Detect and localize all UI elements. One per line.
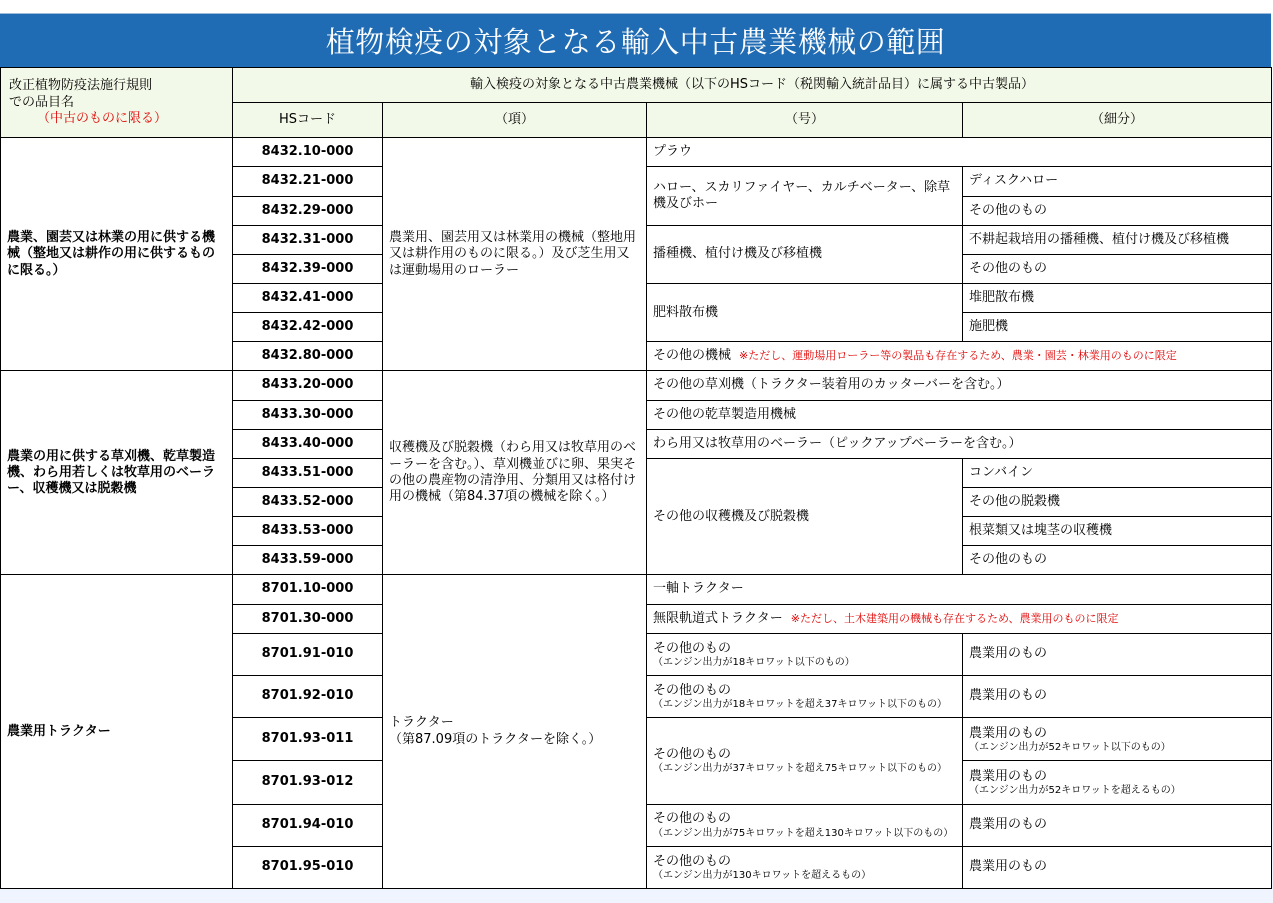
heading-cell xyxy=(383,575,647,889)
page-title: 植物検疫の対象となる輸入中古農業機械の範囲 xyxy=(325,25,946,59)
gou-cell xyxy=(647,604,1272,633)
header-kou: （項） xyxy=(383,103,647,138)
saibun-cell xyxy=(963,761,1272,804)
saibun-subtext: （エンジン出力が52キロワットを超えるもの） xyxy=(969,785,1181,797)
hs-code: 8701.30-000 xyxy=(233,604,383,633)
hs-code: 8701.10-000 xyxy=(233,575,383,604)
hs-code: 8432.80-000 xyxy=(233,342,383,371)
title-banner xyxy=(0,13,1271,67)
gou-subtext: （エンジン出力が75キロワットを超え130キロワット以下のもの） xyxy=(653,827,954,839)
category-cell: 農業、園芸又は林業の用に供する機械（整地又は耕作の用に供するものに限る。） xyxy=(1,138,233,371)
saibun-cell: 農業用のもの xyxy=(963,846,1272,888)
heading-line2: （第87.09項のトラクターを除く。） xyxy=(389,731,602,747)
table-row xyxy=(1,575,1272,604)
gou-cell: わら用又は牧草用のベーラー（ピックアップベーラーを含む。） xyxy=(647,429,1272,458)
gou-cell: 一軸トラクター xyxy=(647,575,1272,604)
hs-code: 8701.95-010 xyxy=(233,846,383,888)
gou-cell: その他の草刈機（トラクター装着用のカッターバーを含む。） xyxy=(647,371,1272,400)
gou-cell xyxy=(647,342,1272,371)
gou-text: その他のもの xyxy=(653,747,732,763)
header-item-name-line1: 改正植物防疫法施行規則 xyxy=(9,78,153,94)
page-footer-bg xyxy=(0,889,1273,903)
saibun-cell: 根菜類又は塊茎の収穫機 xyxy=(963,517,1272,546)
gou-cell: ハロー、スカリファイヤー、カルチベーター、除草機及びホー xyxy=(647,167,963,225)
hs-code: 8432.21-000 xyxy=(233,167,383,196)
hs-code: 8433.53-000 xyxy=(233,517,383,546)
table-row xyxy=(1,138,1272,167)
gou-text: その他のもの xyxy=(653,640,732,656)
gou-text: その他のもの xyxy=(653,853,732,869)
hs-code: 8432.42-000 xyxy=(233,313,383,342)
hs-code: 8701.92-010 xyxy=(233,675,383,717)
saibun-cell: その他のもの xyxy=(963,254,1272,283)
machinery-table xyxy=(0,67,1272,889)
saibun-cell: 農業用のもの xyxy=(963,633,1272,675)
hs-code: 8433.30-000 xyxy=(233,400,383,429)
table-row xyxy=(1,371,1272,400)
saibun-cell xyxy=(963,718,1272,761)
header-hs-code: HSコード xyxy=(233,103,383,138)
heading-cell: 農業用、園芸用又は林業用の機械（整地用又は耕作用のものに限る。）及び芝生用又は運動場用のローラー xyxy=(383,138,647,371)
hs-code: 8701.91-010 xyxy=(233,633,383,675)
saibun-cell: 農業用のもの xyxy=(963,804,1272,846)
gou-note: ※ただし、運動場用ローラー等の製品も存在するため、農業・園芸・林業用のものに限定 xyxy=(739,349,1177,363)
gou-cell: その他の収穫機及び脱穀機 xyxy=(647,458,963,575)
gou-subtext: （エンジン出力が18キロワット以下のもの） xyxy=(653,656,855,668)
gou-text: その他のもの xyxy=(653,811,732,827)
gou-text: その他のもの xyxy=(653,682,732,698)
hs-code: 8432.31-000 xyxy=(233,225,383,254)
hs-code: 8701.94-010 xyxy=(233,804,383,846)
saibun-text: 農業用のもの xyxy=(969,768,1048,784)
hs-code: 8432.41-000 xyxy=(233,284,383,313)
header-item-name xyxy=(1,68,233,138)
gou-cell xyxy=(647,718,963,804)
gou-subtext: （エンジン出力が130キロワットを超えるもの） xyxy=(653,869,872,881)
header-item-name-line2: での品目名 xyxy=(9,94,75,110)
saibun-cell: ディスクハロー xyxy=(963,167,1272,196)
saibun-cell: 農業用のもの xyxy=(963,675,1272,717)
hs-code: 8701.93-012 xyxy=(233,761,383,804)
gou-cell xyxy=(647,633,963,675)
category-cell: 農業の用に供する草刈機、乾草製造機、わら用若しくは牧草用のベーラー、収穫機又は脱穀機 xyxy=(1,371,233,575)
hs-code: 8432.39-000 xyxy=(233,254,383,283)
saibun-subtext: （エンジン出力が52キロワット以下のもの） xyxy=(969,741,1171,753)
gou-subtext: （エンジン出力が18キロワットを超え37キロワット以下のもの） xyxy=(653,699,947,711)
hs-code: 8433.20-000 xyxy=(233,371,383,400)
gou-note: ※ただし、土木建築用の機械も存在するため、農業用のものに限定 xyxy=(790,611,1119,625)
gou-cell: 播種機、植付け機及び移植機 xyxy=(647,225,963,283)
gou-text: 無限軌道式トラクター xyxy=(653,610,783,626)
gou-cell: その他の乾草製造用機械 xyxy=(647,400,1272,429)
gou-cell: 肥料散布機 xyxy=(647,284,963,342)
header-span-title: 輸入検疫の対象となる中古農業機械（以下のHSコード（税関輸入統計品目）に属する中古製品） xyxy=(233,68,1272,103)
gou-cell xyxy=(647,804,963,846)
hs-code: 8432.10-000 xyxy=(233,138,383,167)
hs-code: 8701.93-011 xyxy=(233,718,383,761)
gou-cell xyxy=(647,675,963,717)
saibun-cell: その他のもの xyxy=(963,196,1272,225)
header-row-1 xyxy=(1,68,1272,103)
saibun-cell: その他の脱穀機 xyxy=(963,488,1272,517)
hs-code: 8433.59-000 xyxy=(233,546,383,575)
hs-code: 8433.51-000 xyxy=(233,458,383,487)
heading-line1: トラクター xyxy=(389,715,454,731)
saibun-cell: コンバイン xyxy=(963,458,1272,487)
hs-code: 8432.29-000 xyxy=(233,196,383,225)
hs-code: 8433.40-000 xyxy=(233,429,383,458)
gou-text: その他の機械 xyxy=(653,348,732,364)
category-cell: 農業用トラクター xyxy=(1,575,233,889)
gou-cell xyxy=(647,846,963,888)
saibun-text: 農業用のもの xyxy=(969,725,1048,741)
saibun-cell: その他のもの xyxy=(963,546,1272,575)
saibun-cell: 不耕起栽培用の播種機、植付け機及び移植機 xyxy=(963,225,1272,254)
header-saibun: （細分） xyxy=(963,103,1272,138)
saibun-cell: 堆肥散布機 xyxy=(963,284,1272,313)
gou-cell: プラウ xyxy=(647,138,1272,167)
saibun-cell: 施肥機 xyxy=(963,313,1272,342)
header-gou: （号） xyxy=(647,103,963,138)
header-item-name-note: （中古のものに限る） xyxy=(37,110,168,126)
hs-code: 8433.52-000 xyxy=(233,488,383,517)
gou-subtext: （エンジン出力が37キロワットを超え75キロワット以下のもの） xyxy=(653,763,947,775)
heading-cell: 収穫機及び脱穀機（わら用又は牧草用のベーラーを含む。）、草刈機並びに卵、果実その他の農産物の清浄用、分類用又は格付け用の機械（第84.37項の機械を除く。） xyxy=(383,371,647,575)
